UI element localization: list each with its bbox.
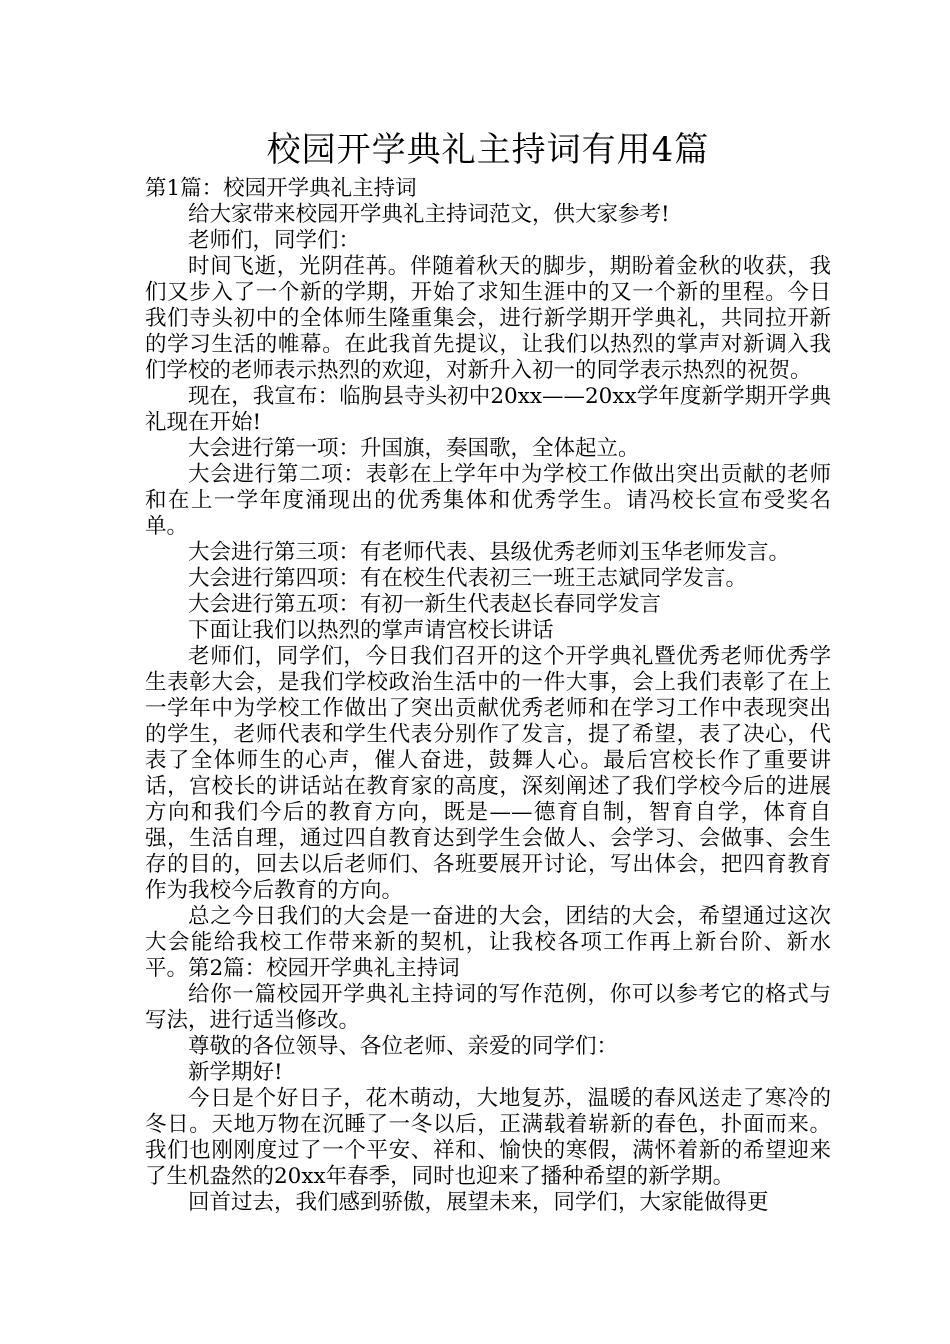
paragraph: 给你一篇校园开学典礼主持词的写作范例，你可以参考它的格式与写法，进行适当修改。: [145, 982, 831, 1033]
paragraph: 新学期好!: [188, 1060, 283, 1085]
paragraph: 大会进行第三项：有老师代表、县级优秀老师刘玉华老师发言。: [188, 540, 791, 565]
paragraph: 大会进行第一项：升国旗，奏国歌，全体起立。: [188, 436, 640, 461]
paragraph: 大会进行第五项：有初一新生代表赵长春同学发言: [188, 592, 662, 617]
paragraph: 给大家带来校园开学典礼主持词范文，供大家参考!: [188, 202, 670, 227]
paragraph: 老师们，同学们，今日我们召开的这个开学典礼暨优秀老师优秀学生表彰大会，是我们学校政治生活中的一件大事，会上我们表彰了在上一学年中为学校工作做出了突出贡献优秀老师和在学习工作中表现突出的学生，老师代表和学生代表分别作了发言，提了希望，表了决心，代表了全体师生的心声，催人奋进，鼓舞人心。最后宫校长作了重要讲话，宫校长的讲话站在教育家的高度，深刻阐述了我们学校今后的进展方向和我们今后的教育方向，既是——德育自制，智育自学，体育自强，生活自理，通过四自教育达到学生会做人、会学习、会做事、会生存的目的，回去以后老师们、各班要展开讨论，写出体会，把四育教育作为我校今后教育的方向。: [145, 644, 831, 903]
section-heading: 第1篇：校园开学典礼主持词: [145, 176, 417, 201]
paragraph: 尊敬的各位领导、各位老师、亲爱的同学们：: [188, 1034, 619, 1059]
document-body: [145, 176, 831, 1216]
paragraph: 今日是个好日子，花木萌动，大地复苏，温暖的春风送走了寒冷的冬日。天地万物在沉睡了一冬以后，正满载着崭新的春色，扑面而来。我们也刚刚度过了一个平安、祥和、愉快的寒假，满怀着新的希望迎来了生机盎然的20xx年春季，同时也迎来了播种希望的新学期。: [145, 1086, 831, 1189]
document-page: [145, 128, 831, 1216]
paragraph: 时间飞逝，光阴荏苒。伴随着秋天的脚步，期盼着金秋的收获，我们又步入了一个新的学期，开始了求知生涯中的又一个新的里程。今日我们寺头初中的全体师生隆重集会，进行新学期开学典礼，共同拉开新的学习生活的帷幕。在此我首先提议，让我们以热烈的掌声对新调入我们学校的老师表示热烈的欢迎，对新升入初一的同学表示热烈的祝贺。: [145, 254, 831, 383]
paragraph: 现在，我宣布：临朐县寺头初中20xx——20xx学年度新学期开学典礼现在开始!: [145, 384, 831, 435]
document-title: 校园开学典礼主持词有用4篇: [266, 130, 710, 170]
paragraph: 老师们，同学们：: [188, 228, 361, 253]
paragraph: 下面让我们以热烈的掌声请宫校长讲话: [188, 618, 554, 643]
paragraph: 大会进行第二项：表彰在上学年中为学校工作做出突出贡献的老师和在上一学年度涌现出的优秀集体和优秀学生。请冯校长宣布受奖名单。: [145, 462, 831, 539]
paragraph: 大会进行第四项：有在校生代表初三一班王志斌同学发言。: [188, 566, 748, 591]
paragraph: 总之今日我们的大会是一奋进的大会，团结的大会，希望通过这次大会能给我校工作带来新的契机，让我校各项工作再上新台阶、新水平。第2篇：校园开学典礼主持词: [145, 904, 831, 981]
paragraph: 回首过去，我们感到骄傲，展望未来，同学们，大家能做得更: [188, 1190, 769, 1215]
